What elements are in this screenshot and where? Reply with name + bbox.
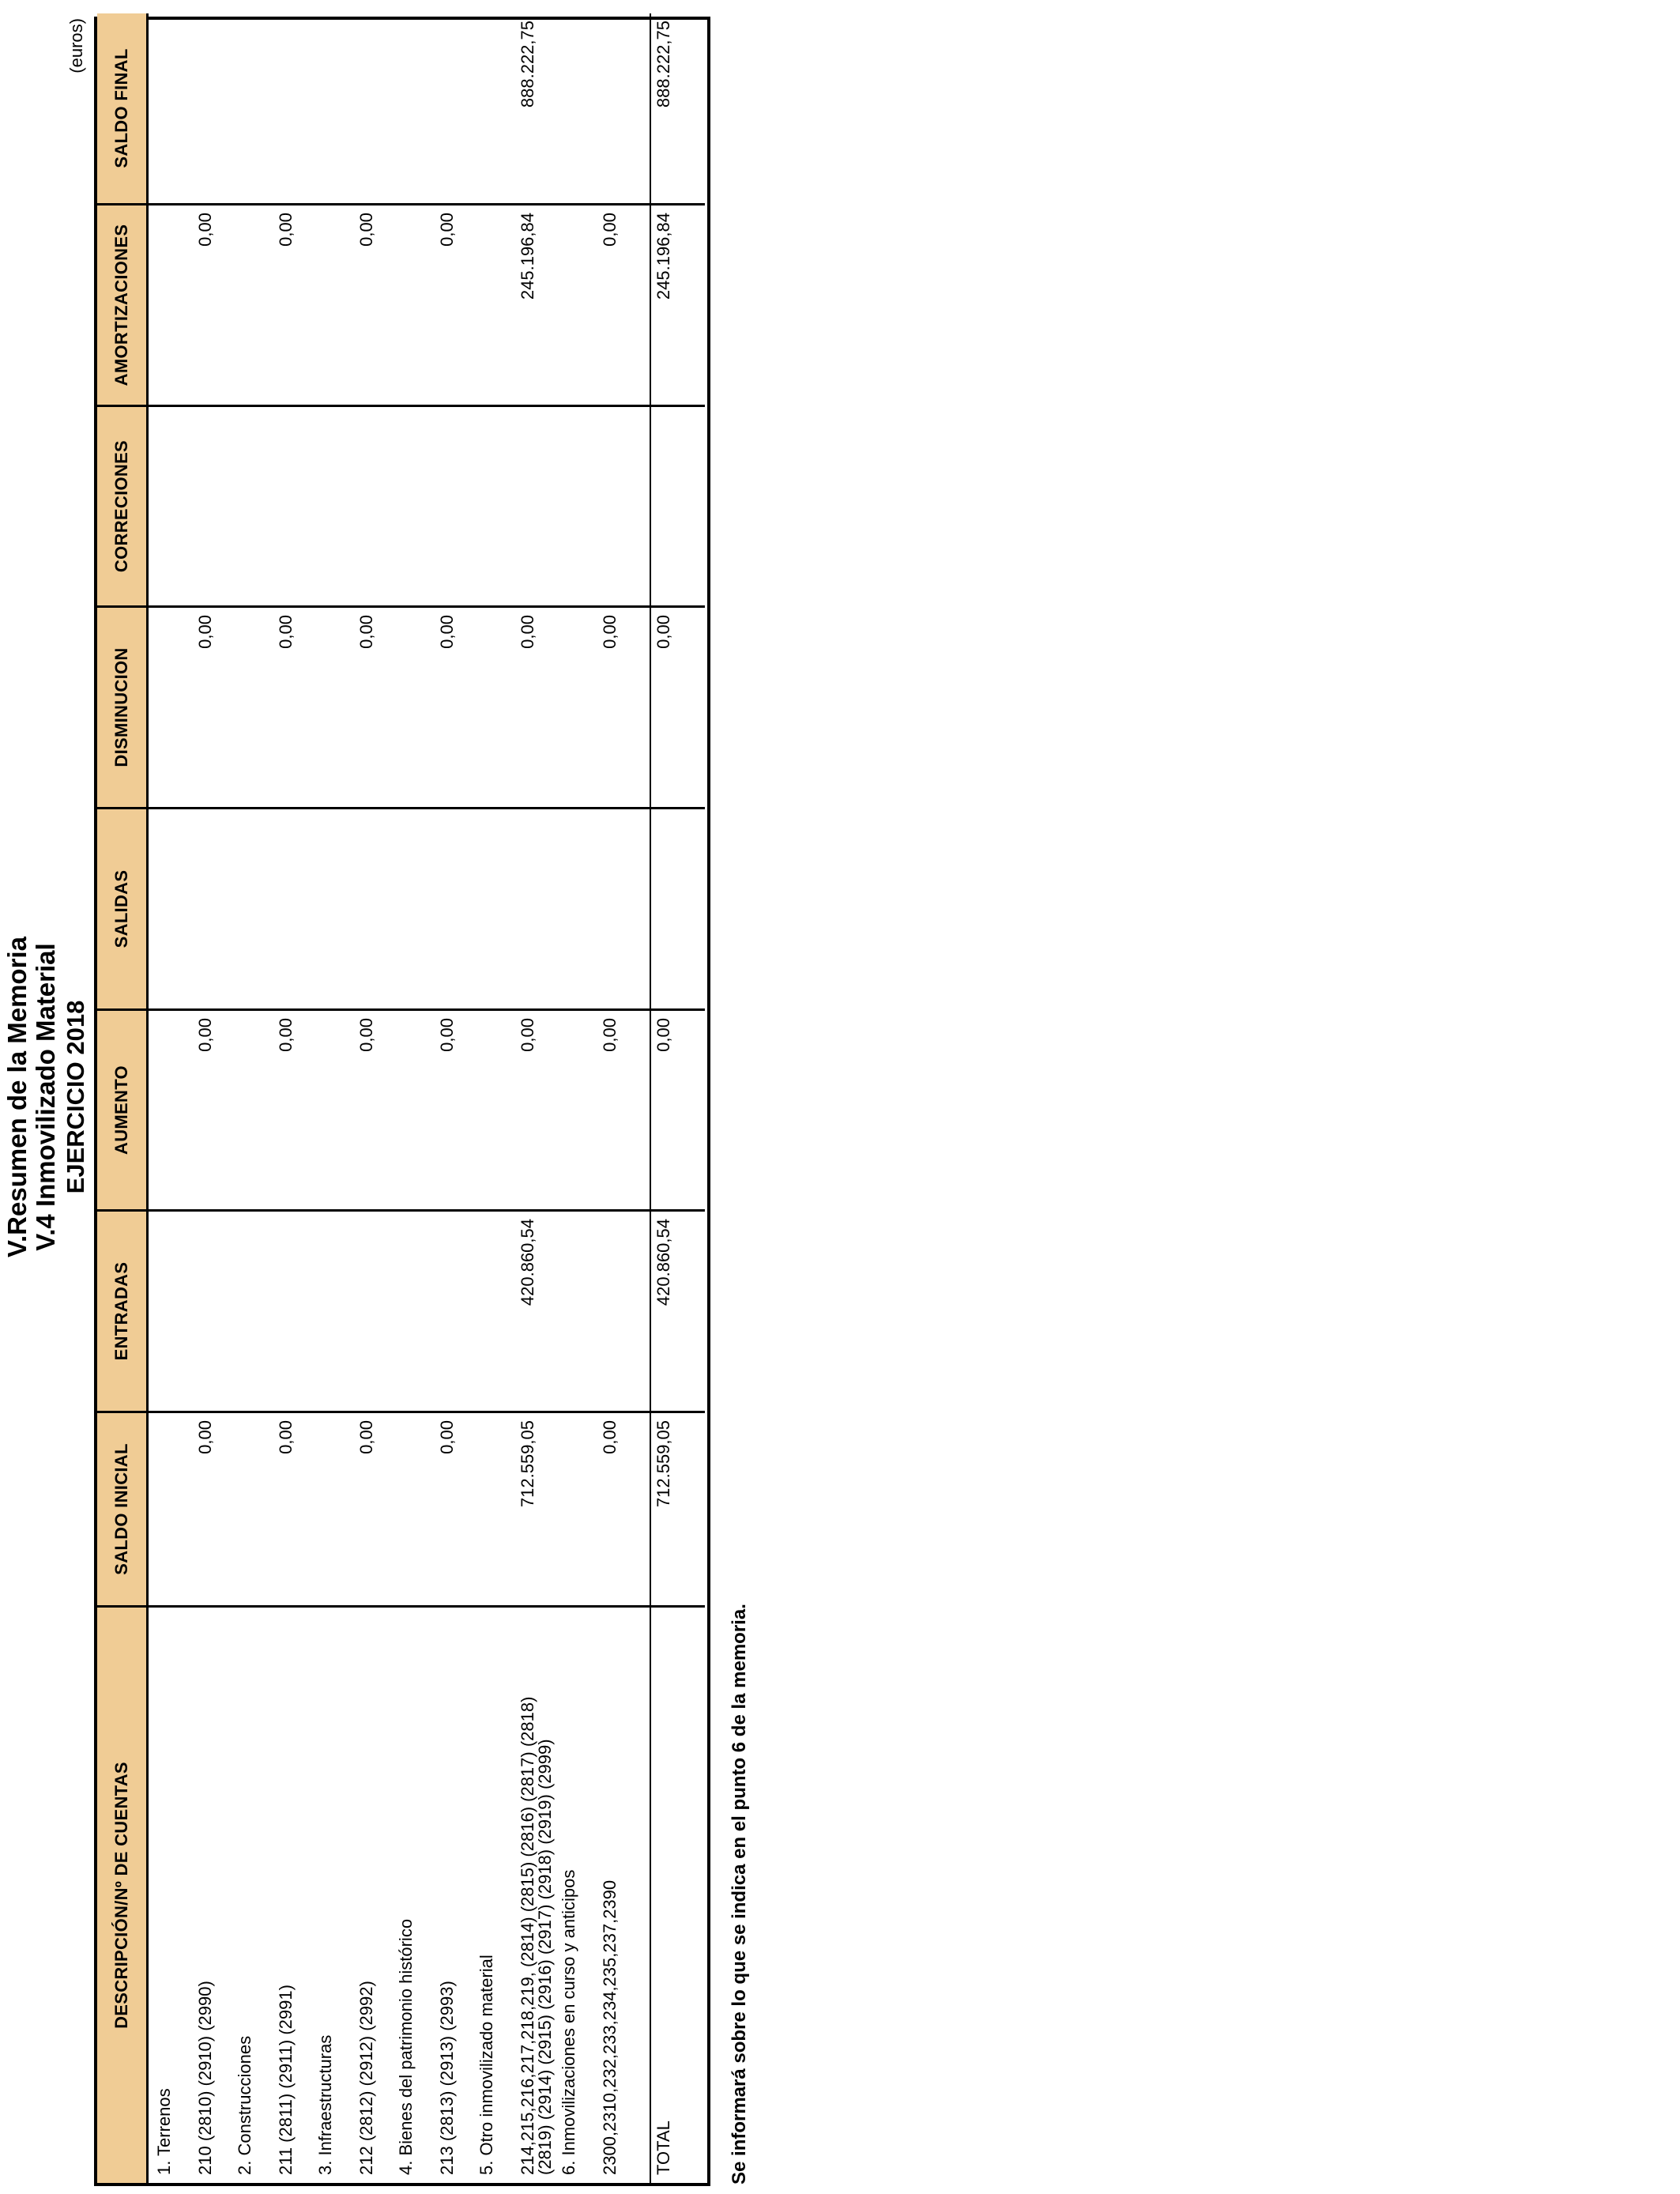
cell-amortizaciones: 0,00 [356,213,376,247]
col-descripcion [149,1605,705,2183]
cell-aumento: 0,00 [654,1018,673,1052]
cell-disminucion: 0,00 [276,615,296,649]
cell-amortizaciones: 0,00 [276,213,296,247]
fiscal-year: EJERCICIO 2018 [62,1000,89,1194]
total-separator [650,13,651,203]
col-header-saldo-final: SALDO FINAL [97,13,149,203]
row-description: 4. Bienes del patrimonio histórico [396,1918,416,2175]
cell-amortizaciones: 245.196,84 [518,213,537,300]
col-saldo-final [149,13,705,203]
currency-units: (euros) [66,18,86,74]
col-aumento [149,1008,705,1209]
col-header-disminucion: DISMINUCION [97,605,149,807]
cell-aumento: 0,00 [437,1018,457,1052]
total-separator [650,608,651,807]
row-description: 214,215,216,217,218,219, (2814) (2815) (2816) (2817) (2818) [518,1696,537,2175]
row-description: 213 (2813) (2913) (2993) [437,1981,457,2175]
col-correciones [149,405,705,605]
row-description: 2. Construcciones [235,2035,254,2175]
cell-saldo-final: 888.222,75 [654,21,673,108]
col-header-salidas: SALIDAS [97,807,149,1008]
cell-saldo-inicial: 0,00 [600,1420,620,1454]
page-subtitle: V.4 Inmovilizado Material [31,943,60,1251]
col-header-entradas: ENTRADAS [97,1209,149,1411]
cell-entradas: 420.860,54 [518,1219,537,1306]
cell-disminucion: 0,00 [195,615,215,649]
col-saldo-inicial [149,1411,705,1605]
row-description: TOTAL [654,2120,673,2175]
total-separator [650,407,651,605]
cell-amortizaciones: 0,00 [195,213,215,247]
total-separator [650,1011,651,1209]
total-separator [650,1413,651,1605]
cell-saldo-inicial: 0,00 [437,1420,457,1454]
cell-amortizaciones: 0,00 [437,213,457,247]
cell-saldo-inicial: 712.559,05 [518,1420,537,1508]
cell-disminucion: 0,00 [356,615,376,649]
col-header-correciones: CORRECIONES [97,405,149,605]
cell-saldo-inicial: 0,00 [276,1420,296,1454]
cell-amortizaciones: 0,00 [600,213,620,247]
cell-disminucion: 0,00 [600,615,620,649]
total-separator [650,205,651,405]
col-header-saldo-inicial: SALDO INICIAL [97,1411,149,1605]
cell-saldo-inicial: 712.559,05 [654,1420,673,1508]
col-header-amortizaciones: AMORTIZACIONES [97,203,149,405]
cell-disminucion: 0,00 [654,615,673,649]
row-description: 5. Otro inmovilizado material [477,1955,496,2175]
cell-aumento: 0,00 [518,1018,537,1052]
cell-disminucion: 0,00 [437,615,457,649]
cell-disminucion: 0,00 [518,615,537,649]
row-description: 210 (2810) (2910) (2990) [195,1981,215,2175]
row-description: 1. Terrenos [154,2088,174,2175]
row-description: 211 (2811) (2911) (2991) [276,1985,296,2175]
page-title: V.Resumen de la Memoria [2,937,32,1257]
row-description-continued: (2819) (2914) (2915) (2916) (2917) (2918) (2919) (2999) [535,1739,555,2175]
row-description: 212 (2812) (2912) (2992) [356,1981,376,2175]
cell-aumento: 0,00 [600,1018,620,1052]
cell-entradas: 420.860,54 [654,1219,673,1306]
col-salidas [149,807,705,1008]
total-separator [650,809,651,1008]
cell-saldo-inicial: 0,00 [195,1420,215,1454]
row-description: 6. Inmovilizaciones en curso y anticipos [559,1869,578,2175]
footnote: Se informará sobre lo que se indica en el punto 6 de la memoria. [729,1604,750,2185]
fixed-assets-table [94,17,710,2186]
row-description: 3. Infraestructuras [315,2034,335,2175]
total-separator [650,1608,651,2183]
cell-saldo-final: 888.222,75 [518,21,537,108]
cell-aumento: 0,00 [276,1018,296,1052]
cell-amortizaciones: 245.196,84 [654,213,673,300]
col-header-descripcion: DESCRIPCIÓN/Nº DE CUENTAS [97,1605,149,2183]
col-entradas [149,1209,705,1411]
col-header-aumento: AUMENTO [97,1008,149,1209]
total-separator [650,1212,651,1411]
row-description: 2300,2310,232,233,234,235,237,2390 [600,1879,620,2175]
col-disminucion [149,605,705,807]
cell-aumento: 0,00 [356,1018,376,1052]
col-amortizaciones [149,203,705,405]
cell-aumento: 0,00 [195,1018,215,1052]
cell-saldo-inicial: 0,00 [356,1420,376,1454]
